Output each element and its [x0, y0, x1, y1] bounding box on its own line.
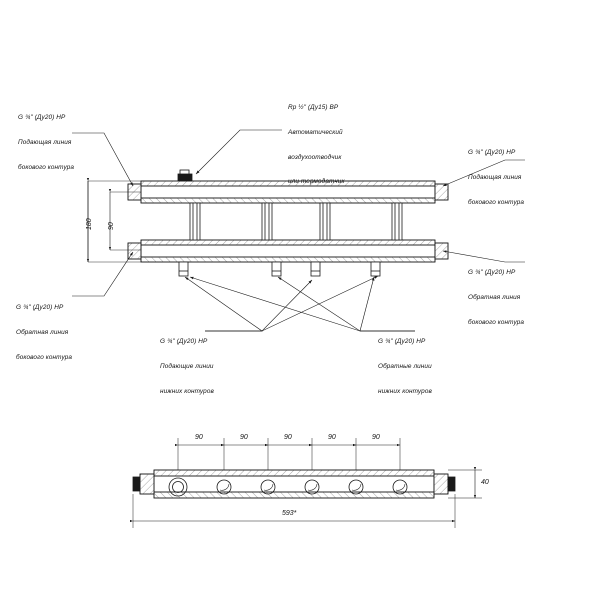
dimension-total-length: 593*: [282, 510, 297, 517]
callout-line: G ¾" (Ду20) НР: [18, 114, 66, 122]
callout-line: нижних контуров: [160, 387, 214, 395]
dimension-height-inner: 90: [108, 222, 115, 230]
callout-supply-side-left: [18, 98, 74, 188]
callout-line: Rp ½" (Ду15) ВР: [288, 104, 339, 112]
callout-line: нижних контуров: [378, 387, 432, 395]
callout-line: G ¾" (Ду20) НР: [378, 338, 426, 346]
callout-supply-side-right: [468, 133, 524, 223]
callout-supply-lower-circuits: [160, 322, 214, 412]
dimension-spacing-3: 90: [284, 434, 292, 441]
callout-line: Обратная линия: [468, 294, 521, 302]
callout-line: Подающая линия: [18, 139, 72, 147]
callout-line: бокового контура: [468, 198, 525, 206]
dimension-height-outer: 180: [86, 218, 93, 230]
dimension-end-width: 40: [481, 479, 489, 486]
callout-line: бокового контура: [18, 163, 75, 171]
callout-return-lower-circuits: [378, 322, 432, 412]
callout-line: G ¾" (Ду20) НР: [468, 149, 516, 157]
dimension-spacing-4: 90: [328, 434, 336, 441]
callout-line: Обратные линии: [378, 363, 432, 371]
callout-line: Подающие линии: [160, 363, 214, 371]
callout-return-side-left: [16, 288, 72, 378]
callout-line: бокового контура: [468, 318, 525, 326]
callout-line: G ¾" (Ду20) НР: [160, 338, 208, 346]
callout-return-side-right: [468, 253, 524, 343]
dimension-spacing-5: 90: [372, 434, 380, 441]
callout-line: Обратная линия: [16, 329, 69, 337]
dimension-spacing-2: 90: [240, 434, 248, 441]
dimension-spacing-1: 90: [195, 434, 203, 441]
callout-line: Автоматический: [288, 129, 343, 137]
callout-line: воздухоотводчик: [288, 153, 342, 161]
callout-line: или термодатчик: [288, 178, 345, 186]
callout-air-vent-top: [288, 88, 345, 203]
callout-line: бокового контура: [16, 353, 73, 361]
callout-line: G ¾" (Ду20) НР: [468, 269, 516, 277]
callout-line: G ¾" (Ду20) НР: [16, 304, 64, 312]
callout-line: Подающая линия: [468, 174, 522, 182]
